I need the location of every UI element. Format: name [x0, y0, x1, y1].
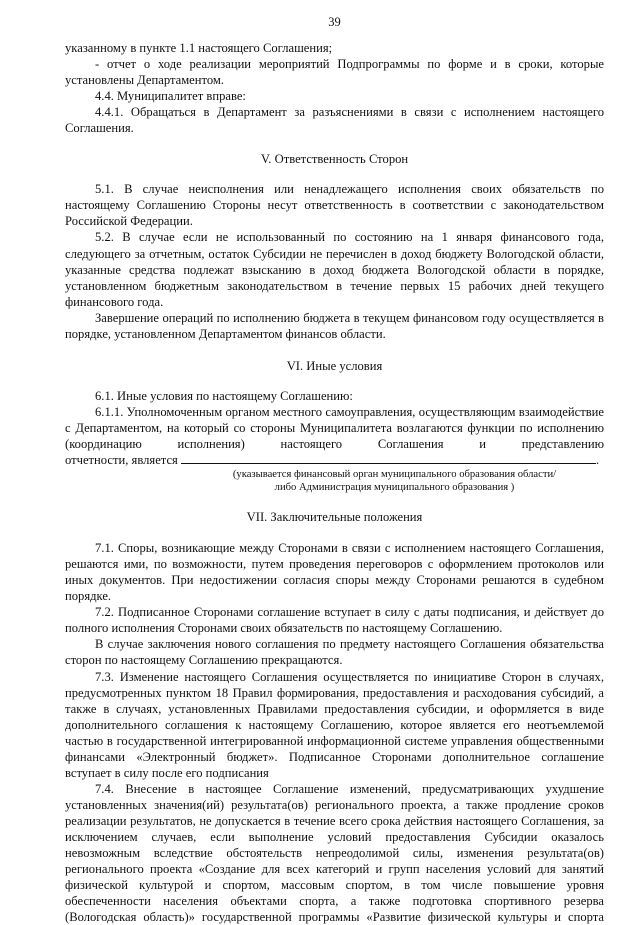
clause-6-1-1-dot: .: [595, 453, 600, 468]
continued-line: указанному в пункте 1.1 настоящего Соглашения;: [65, 41, 333, 55]
section-5-title: V. Ответственность Сторон: [260, 152, 409, 167]
blank-note-line-2: либо Администрация муниципального образования ): [274, 482, 515, 494]
fill-in-blank-line: [181, 452, 596, 464]
budget-completion-paragraph: Завершение операций по исполнению бюджета в текущем финансовом году осуществляется в порядке, установленном Департаментом финансов области.: [65, 310, 604, 341]
section-6-title: VI. Иные условия: [286, 358, 383, 373]
clause-7-2: 7.2. Подписанное Сторонами соглашение вступает в силу с даты подписания, и действует до полного исполнения Сторонами своих обязательств по настоящему Соглашению.: [65, 605, 604, 636]
clause-6-1-1-end: [65, 452, 604, 468]
clause-7-1: 7.1. Споры, возникающие между Сторонами в связи с исполнением настоящего Соглашения, решаются ими, по возможности, путем проведения переговоров с оформлением протоколов или иных документов. При недостижении согласия споры между Сторонами решаются в судебном порядке.: [65, 541, 604, 604]
clause-6-1: 6.1. Иные условия по настоящему Соглашению:: [95, 388, 353, 403]
clause-4-4: 4.4. Муниципалитет вправе:: [95, 89, 246, 104]
clause-6-1-1-end-text: отчетности, является: [65, 453, 178, 468]
clause-7-4: 7.4. Внесение в настоящее Соглашение изменений, предусматривающих ухудшение установленных значения(ий) результата(ов) регионального проекта, а также продление сроков реализации результатов, не допускается в течение всего срока действия настоящего Соглашения, за исключением случаев, если выполнение условий предоставления Субсидии оказалось невозможным вследствие обстоятельств непреодолимой силы, изменения результата(ов) регионального проекта «Создание для всех категорий и групп населения условий для занятий физической культурой и спортом, массовым спортом, в том числе повышение уровня обеспеченности населения объектами спорта, а также подготовка спортивного резерва (Вологодская область)» государственной программы «Развитие физической культуры и спорта: [65, 781, 604, 925]
page-number: 39: [328, 15, 341, 29]
clause-4-4-1: 4.4.1. Обращаться в Департамент за разъяснениями в связи с исполнением настоящего Соглашения.: [65, 105, 604, 136]
section-7-title: VII. Заключительные положения: [246, 510, 423, 525]
blank-note-line-1: (указывается финансовый орган муниципального образования области/: [232, 469, 557, 481]
report-paragraph: - отчет о ходе реализации мероприятий Подпрограммы по форме и в сроки, которые установлены Департаментом.: [65, 57, 604, 88]
clause-5-1: 5.1. В случае неисполнения или ненадлежащего исполнения своих обязательств по настоящему Соглашению Стороны несут ответственность в соответствии с законодательством Российской Федерации.: [65, 182, 604, 229]
clause-7-3: 7.3. Изменение настоящего Соглашения осуществляется по инициативе Сторон в случаях, предусмотренных пунктом 18 Правил формирования, предоставления и расходования субсидий, а также в случаях, установленных Правилами предоставления субсидии, и оформляется в виде дополнительного соглашения к настоящему Соглашению, которое является его неотъемлемой частью в государственной интегрированной информационной системе управления общественными финансами «Электронный бюджет». Подписанное Сторонами дополнительное соглашение вступает в силу после его подписания: [65, 669, 604, 780]
clause-7-2-new-agreement: В случае заключения нового соглашения по предмету настоящего Соглашения обязательства сторон по настоящему Соглашению прекращаются.: [65, 637, 604, 668]
clause-6-1-1: 6.1.1. Уполномоченным органом местного самоуправления, осуществляющим взаимодействие с Департаментом, на который со стороны Муниципалитета возлагаются функции по исполнению (координацию исполнения) настоящего Соглашения и представлению: [65, 404, 604, 451]
clause-5-2: 5.2. В случае если не использованный по состоянию на 1 января финансового года, следующего за отчетным, остаток Субсидии не перечислен в доход бюджету Вологодской области, указанные средства подлежат взысканию в доход бюджета Вологодской области в порядке, установленном бюджетным законодательством в течение первых 15 рабочих дней текущего финансового года.: [65, 230, 604, 309]
